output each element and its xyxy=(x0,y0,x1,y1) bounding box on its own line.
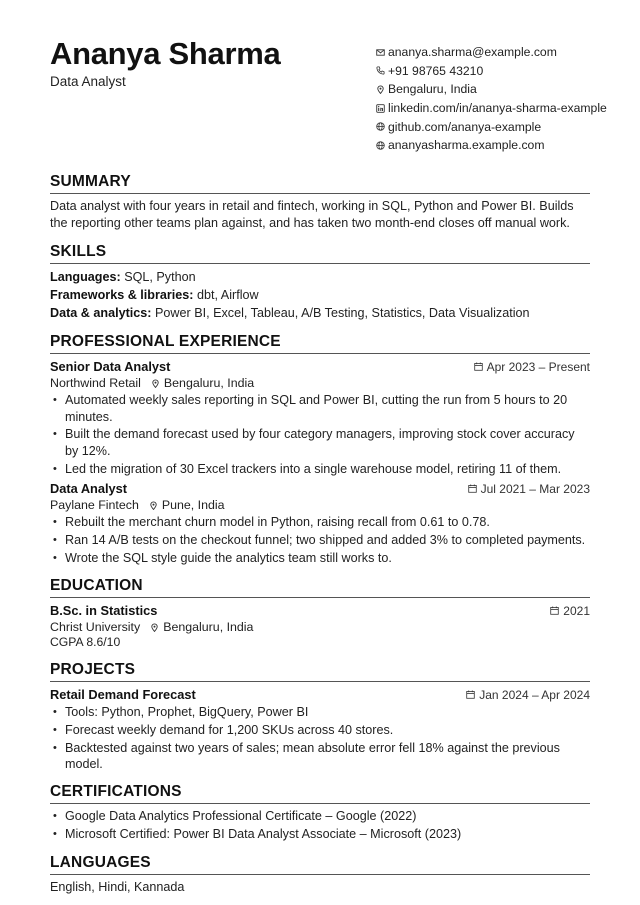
resume-header xyxy=(50,0,607,160)
list-item: • Backtested against two years of sales; mean absolute error fell 18% against the previous model. xyxy=(50,740,590,773)
contact-linkedin-text: linkedin.com/in/ananya-sharma-example xyxy=(388,101,607,116)
contact-list xyxy=(374,43,607,155)
school-location-text: Bengaluru, India xyxy=(163,620,254,634)
languages-section xyxy=(50,854,590,896)
education-year-text: 2021 xyxy=(563,603,590,618)
resume-page xyxy=(50,0,607,894)
list-item: • Microsoft Certified: Power BI Data Analyst Associate – Microsoft (2023) xyxy=(50,826,590,843)
school-name: Christ University xyxy=(50,620,141,634)
job-location-text: Bengaluru, India xyxy=(163,376,255,390)
globe-icon xyxy=(374,121,387,133)
summary-section xyxy=(50,173,590,231)
list-item: • Wrote the SQL style guide the analytics team still works to. xyxy=(50,550,590,567)
skill-label: Frameworks & libraries: xyxy=(50,288,194,302)
job-title: Senior Data Analyst xyxy=(50,359,171,374)
job-company: Paylane Fintech xyxy=(50,498,139,513)
skill-label: Data & analytics: xyxy=(50,306,152,320)
education-year xyxy=(550,604,590,618)
contact-linkedin[interactable] xyxy=(374,99,607,118)
list-item: • Rebuilt the merchant churn model in Python, raising recall from 0.61 to 0.78. xyxy=(50,514,590,531)
mail-icon xyxy=(374,46,387,58)
contact-github[interactable] xyxy=(374,117,607,136)
contact-location xyxy=(374,80,607,99)
section-heading: EDUCATION xyxy=(50,577,590,598)
certifications-section xyxy=(50,783,590,844)
list-item: • Tools: Python, Prophet, BigQuery, Power BI xyxy=(50,704,590,721)
section-heading: SKILLS xyxy=(50,243,590,264)
contact-website-text: ananyasharma.example.com xyxy=(388,138,545,153)
calendar-icon xyxy=(466,690,475,699)
list-item: • Led the migration of 30 Excel trackers into a single warehouse model, retiring 11 of them. xyxy=(50,461,590,478)
job-entry xyxy=(50,358,590,477)
contact-github-text: github.com/ananya-example xyxy=(388,119,542,134)
project-dates-text: Jan 2024 – Apr 2024 xyxy=(479,687,590,702)
section-heading: LANGUAGES xyxy=(50,854,590,875)
projects-section xyxy=(50,661,590,774)
skill-value: Power BI, Excel, Tableau, A/B Testing, Statistics, Data Visualization xyxy=(155,306,530,320)
contact-email-text: ananya.sharma@example.com xyxy=(388,45,557,60)
candidate-name: Ananya Sharma xyxy=(50,36,281,71)
location-icon xyxy=(149,501,158,510)
list-item: • Ran 14 A/B tests on the checkout funnel; two shipped and added 3% to completed payments. xyxy=(50,532,590,549)
school-location xyxy=(150,620,253,634)
skill-row xyxy=(50,268,590,286)
location-icon xyxy=(150,623,159,632)
job-location-text: Pune, India xyxy=(161,498,225,513)
list-item: • Built the demand forecast used by four category managers, improving stock cover accuracy by 12%. xyxy=(50,426,590,459)
list-item: • Forecast weekly demand for 1,200 SKUs across 40 stores. xyxy=(50,722,590,739)
project-title: Retail Demand Forecast xyxy=(50,687,196,702)
job-bullets xyxy=(50,392,590,477)
section-heading: SUMMARY xyxy=(50,173,590,194)
contact-phone-text: +91 98765 43210 xyxy=(388,63,484,78)
calendar-icon xyxy=(474,362,483,371)
job-company: Northwind Retail xyxy=(50,376,141,390)
job-dates-text: Jul 2021 – Mar 2023 xyxy=(480,481,590,496)
contact-phone[interactable] xyxy=(374,62,607,81)
skill-row xyxy=(50,286,590,304)
project-dates xyxy=(466,688,590,702)
section-heading: PROJECTS xyxy=(50,661,590,682)
skills-section xyxy=(50,243,590,322)
candidate-role: Data Analyst xyxy=(50,74,126,89)
list-item: • Automated weekly sales reporting in SQL and Power BI, cutting the run from 5 hours to 20 minutes. xyxy=(50,392,590,425)
education-section xyxy=(50,577,590,651)
contact-email[interactable] xyxy=(374,43,607,62)
project-bullets xyxy=(50,704,590,773)
job-location xyxy=(149,498,225,512)
location-icon xyxy=(151,379,160,388)
job-title: Data Analyst xyxy=(50,481,128,497)
calendar-icon xyxy=(550,606,559,615)
section-heading: PROFESSIONAL EXPERIENCE xyxy=(50,333,590,354)
languages-text: English, Hindi, Kannada xyxy=(50,880,185,894)
job-location xyxy=(151,376,254,390)
education-grade: CGPA 8.6/10 xyxy=(50,635,121,649)
list-item: • Google Data Analytics Professional Certificate – Google (2022) xyxy=(50,808,590,825)
globe-icon xyxy=(374,139,387,151)
certification-list xyxy=(50,808,590,842)
linkedin-icon xyxy=(374,102,387,114)
job-bullets xyxy=(50,514,590,566)
degree-title: B.Sc. in Statistics xyxy=(50,603,158,618)
skill-value: SQL, Python xyxy=(124,270,196,284)
section-heading: CERTIFICATIONS xyxy=(50,783,590,804)
job-entry xyxy=(50,480,590,566)
job-dates xyxy=(468,482,590,496)
location-icon xyxy=(374,83,387,95)
summary-text: Data analyst with four years in retail and fintech, working in SQL, Python and Power BI. Builds the reporting other teams plan against, and has taken two month-end closes off manual work. xyxy=(50,199,574,230)
job-dates-text: Apr 2023 – Present xyxy=(486,359,590,374)
phone-icon xyxy=(374,65,387,77)
contact-website[interactable] xyxy=(374,136,607,155)
experience-section xyxy=(50,333,590,568)
job-dates xyxy=(474,360,590,374)
calendar-icon xyxy=(468,484,477,493)
skill-row xyxy=(50,304,590,322)
skill-label: Languages: xyxy=(50,270,121,284)
skill-value: dbt, Airflow xyxy=(197,288,259,302)
contact-location-text: Bengaluru, India xyxy=(388,82,477,97)
